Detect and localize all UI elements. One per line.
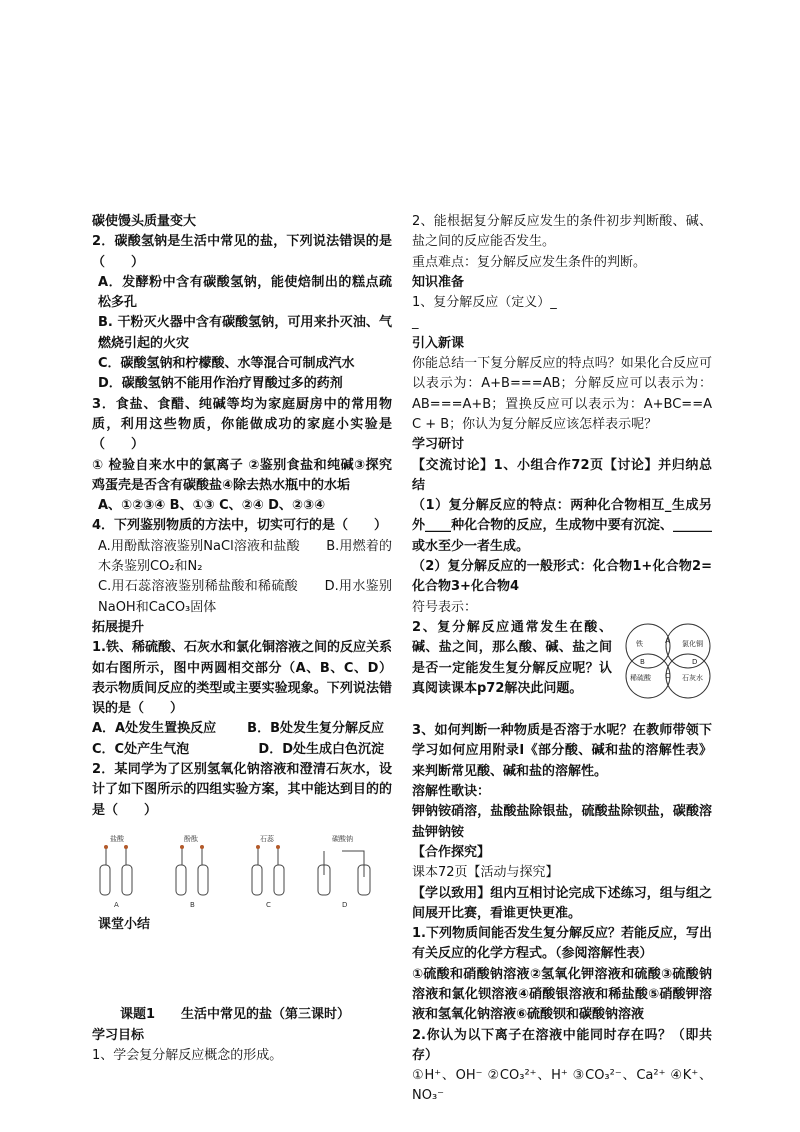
venn-label: D [692,657,698,666]
venn-label: 石灰水 [682,673,703,682]
tube-letter: B [190,900,195,909]
venn-label: B [640,657,645,666]
study-question-2: 2、复分解反应通常发生在酸、碱、盐之间，那么酸、碱、盐之间是否一定能发生复分解反应呢？认真阅读课本p72解决此问题。 [412,619,612,696]
goal-2: 2、能根据复分解反应发生的条件初步判断酸、碱、盐之间的反应能否发生。 [412,214,712,250]
option-a: A．发酵粉中含有碳酸氢钠，能使焙制出的糕点疏松多孔 [98,274,392,311]
goal-1: 1、学会复分解反应概念的形成。 [92,1047,283,1063]
intro-heading: 引入新课 [412,335,465,351]
key-points: 重点难点：复分解反应发生条件的判断。 [412,254,647,270]
apply-text: 【学以致用】组内互相讨论完成下述练习，组与组之间展开比赛，看谁更快更准。 [412,885,712,921]
venn-label: 铁 [636,639,643,648]
extension-heading: 拓展提升 [92,619,145,635]
solubility-heading: 溶解性歌诀： [412,784,491,800]
tube-label: 碳酸钠 [332,834,353,843]
lesson-number: 课题1 [120,1007,156,1023]
venn-label: C [665,671,670,680]
tube-letter: A [114,900,119,909]
option-b: B．B处发生复分解反应 [247,721,384,737]
coop-activity: 课本72页【活动与探究】 [412,865,559,881]
intro-text: 你能总结一下复分解反应的特点吗？如果化合反应可以表示为：A+B===AB；分解反应可以表示为：AB===A+B；置换反应可以表示为：A+BC==A C + B；你认为复分解反应该怎样表示呢？ [412,356,712,432]
option-d: D．碳酸氢钠不能用作治疗胃酸过多的药剂 [98,376,343,392]
test-tube-figure [92,825,392,913]
tube-label: 石蕊 [260,834,274,843]
tube-letter: C [266,900,271,909]
test-tube-diagram [92,825,392,913]
venn-diagram [616,620,720,702]
option-c: C．C处产生气泡 [92,741,190,757]
exercise-2-items: ①H⁺、OH⁻ ②CO₃²⁺、H⁺ ③CO₃²⁻、Ca²⁺ ④K⁺、NO₃⁻ [412,1068,712,1104]
tube-label: 酚酞 [184,834,198,843]
lesson-name: 生活中常见的盐（第三课时） [181,1007,351,1023]
option-d: D．D处生成白色沉淀 [258,741,384,757]
study-discussion: 【交流讨论】1、小组合作72页【讨论】并归纳总结 [412,457,712,493]
solubility-rhyme: 钾钠铵硝溶，盐酸盐除银盐，硫酸盐除钡盐，碳酸溶盐钾钠铵 [412,804,712,840]
question-4: 4．下列鉴别物质的方法中，切实可行的是（ ） [92,518,388,534]
extension-q1: 1.铁、稀硫酸、石灰水和氯化铜溶液之间的反应关系如右图所示，图中两圆相交部分（A、B、C、D）表示物质间反应的类型或主要实验现象。下列说法错误的是（ ） [92,640,392,717]
study-symbol: 符号表示： [412,599,478,615]
tube-label: 盐酸 [110,834,124,843]
question-3: 3、如何判断一种物质是否溶于水呢？在教师带领下学习如何应用附录Ⅰ《部分酸、碱和盐的溶解性表》来判断常见酸、碱和盐的溶解性。 [412,723,712,779]
option-c: C．碳酸氢钠和柠檬酸、水等混合可制成汽水 [98,356,355,372]
question-4-cd: C.用石蕊溶液鉴别稀盐酸和稀硫酸 D.用水鉴别NaOH和CaCO₃固体 [98,579,392,615]
right-column [412,212,712,1107]
line: 碳使馒头质量变大 [92,214,197,229]
goals-heading: 学习目标 [92,1027,145,1043]
exercise-1-items: ①硫酸和硝酸钠溶液②氢氧化钾溶液和硫酸③硫酸钠溶液和氯化钡溶液④硝酸银溶液和稀盐酸⑤硝酸钾溶液和氢氧化钠溶液⑥硫酸钡和碳酸钠溶液 [412,966,712,1023]
prep-heading: 知识准备 [412,274,465,290]
coop-heading: 【合作探究】 [412,844,491,860]
option-b: B. 干粉灭火器中含有碳酸氢钠，可用来扑灭油、气燃烧引起的火灾 [98,315,392,351]
venn-label: 稀硫酸 [630,673,651,682]
prep-definition: 1、复分解反应（定义）_ [412,295,557,311]
venn-label: A [665,636,670,645]
option-a: A．A处发生置换反应 [92,721,217,737]
study-feature: （1）复分解反应的特点：两种化合物相互_生成另外____种化合物的反应，生成物中要有沉淀、______或水至少一者生成。 [412,498,712,554]
exercise-1: 1.下列物质间能否发生复分解反应？若能反应，写出有关反应的化学方程式。（参阅溶解性表） [412,926,712,962]
prep-blank: _ [412,315,419,331]
question-3-options: A、①②③④ B、①③ C、②④ D、②③④ [98,498,325,514]
summary-heading: 课堂小结 [98,916,151,932]
venn-label: 氯化铜 [682,639,703,648]
question-4-ab: A.用酚酞溶液鉴别NaCl溶液和盐酸 B.用燃着的木条鉴别CO₂和N₂ [98,538,392,575]
venn-section [412,618,712,699]
tube-letter: D [342,900,348,909]
question-3: 3．食盐、食醋、纯碱等均为家庭厨房中的常用物质，利用这些物质，你能做成功的家庭小实验是（ ） [92,396,392,453]
left-column [92,212,392,1066]
lesson-title [92,1005,392,1025]
study-form: （2）复分解反应的一般形式：化合物1+化合物2=化合物3+化合物4 [412,559,712,595]
extension-q2: 2．某同学为了区别氢氧化钠溶液和澄清石灰水，设计了如下图所示的四组实验方案，其中能达到目的的是（ ） [92,762,392,818]
question-2: 2．碳酸氢钠是生活中常见的盐，下列说法错误的是（ ） [92,234,392,270]
extension-q1-options-cd [92,740,392,760]
study-heading: 学习研讨 [412,437,465,453]
question-3-items: ① 检验自来水中的氯离子 ②鉴别食盐和纯碱③探究鸡蛋壳是否含有碳酸盐④除去热水瓶中的水垢 [92,457,392,493]
exercise-2: 2.你认为以下离子在溶液中能同时存在吗？（即共存） [412,1027,712,1063]
extension-q1-options-ab [92,719,392,739]
